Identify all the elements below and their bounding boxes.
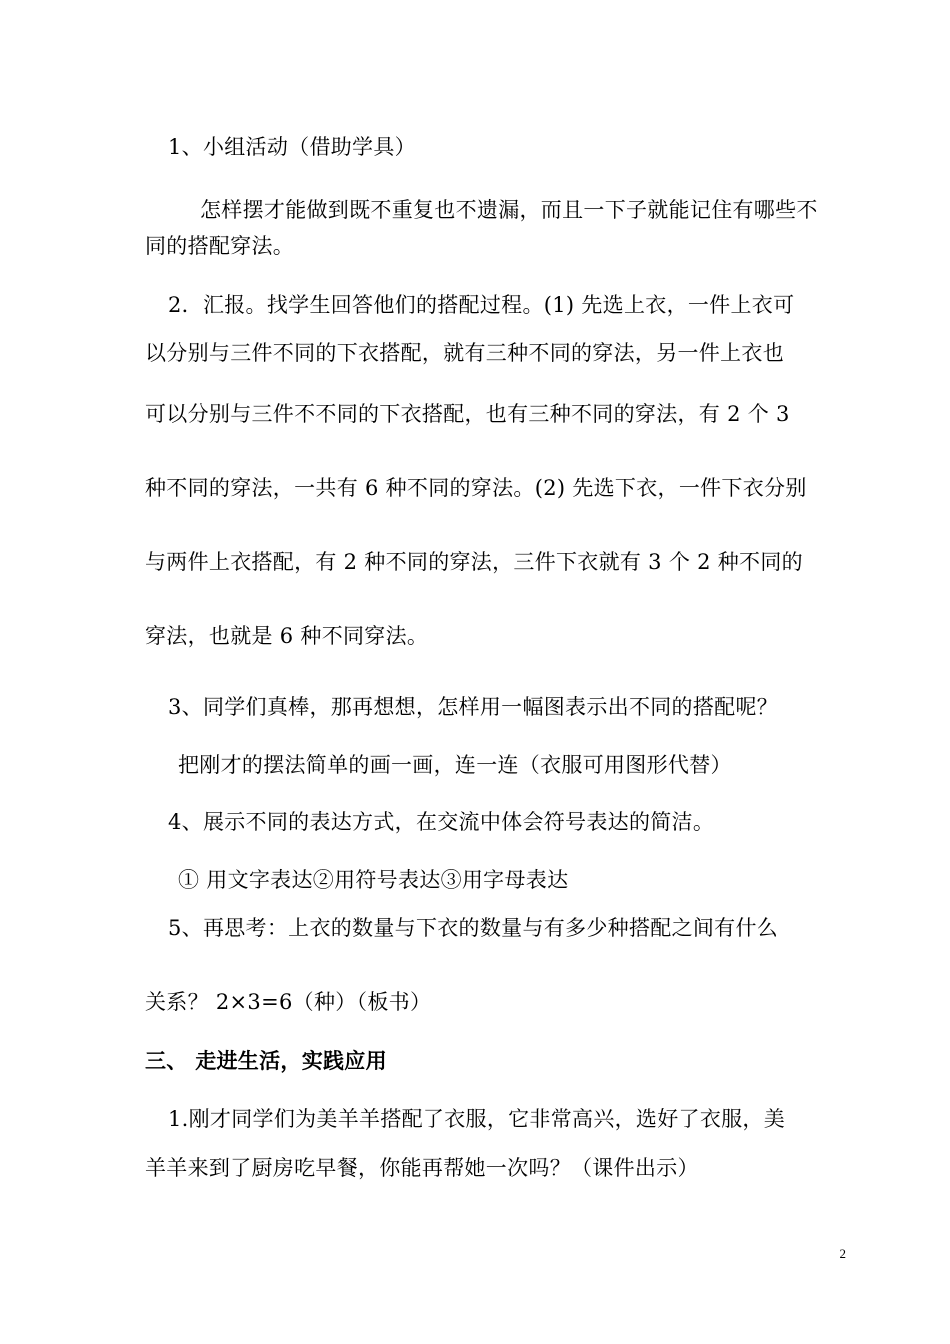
step-three-subline: 把刚才的摆法简单的画一画，连一连（衣服可用图形代替） <box>178 753 732 777</box>
paragraph-line: 同的搭配穿法。 <box>145 234 295 258</box>
application-line: 羊羊来到了厨房吃早餐，你能再帮她一次吗？（课件出示） <box>145 1156 699 1180</box>
report-line: 与两件上衣搭配，有 2 种不同的穿法，三件下衣就有 3 个 2 种不同的 <box>145 550 803 574</box>
section-heading: 三、 走进生活，实践应用 <box>145 1048 387 1073</box>
report-line: 以分别与三件不同的下衣搭配，就有三种不同的穿法，另一件上衣也 <box>145 341 784 365</box>
page-number: 2 <box>839 1246 846 1261</box>
report-line: 穿法，也就是 6 种不同穿法。 <box>145 624 429 648</box>
formula-line: 关系？ 2×3=6（种）（板书） <box>145 990 432 1014</box>
report-line: 种不同的穿法，一共有 6 种不同的穿法。(2) 先选下衣，一件下衣分别 <box>145 476 807 500</box>
report-line: 可以分别与三件不不同的下衣搭配，也有三种不同的穿法，有 2 个 3 <box>145 402 790 426</box>
paragraph-line: 怎样摆才能做到既不重复也不遗漏，而且一下子就能记住有哪些不 <box>200 198 818 222</box>
step-five-line: 5、再思考：上衣的数量与下衣的数量与有多少种搭配之间有什么 <box>168 916 779 940</box>
step-three-line: 3、同学们真棒，那再想想，怎样用一幅图表示出不同的搭配呢？ <box>168 695 779 719</box>
report-line: 2．汇报。找学生回答他们的搭配过程。(1) 先选上衣，一件上衣可 <box>168 293 795 317</box>
step-four-line: 4、展示不同的表达方式，在交流中体会符号表达的简洁。 <box>168 810 715 834</box>
application-line: 1.刚才同学们为美羊羊搭配了衣服，它非常高兴，选好了衣服，美 <box>168 1107 786 1131</box>
expression-methods: ① 用文字表达②用符号表达③用字母表达 <box>178 868 569 892</box>
activity-heading: 1、小组活动（借助学具） <box>168 135 416 159</box>
